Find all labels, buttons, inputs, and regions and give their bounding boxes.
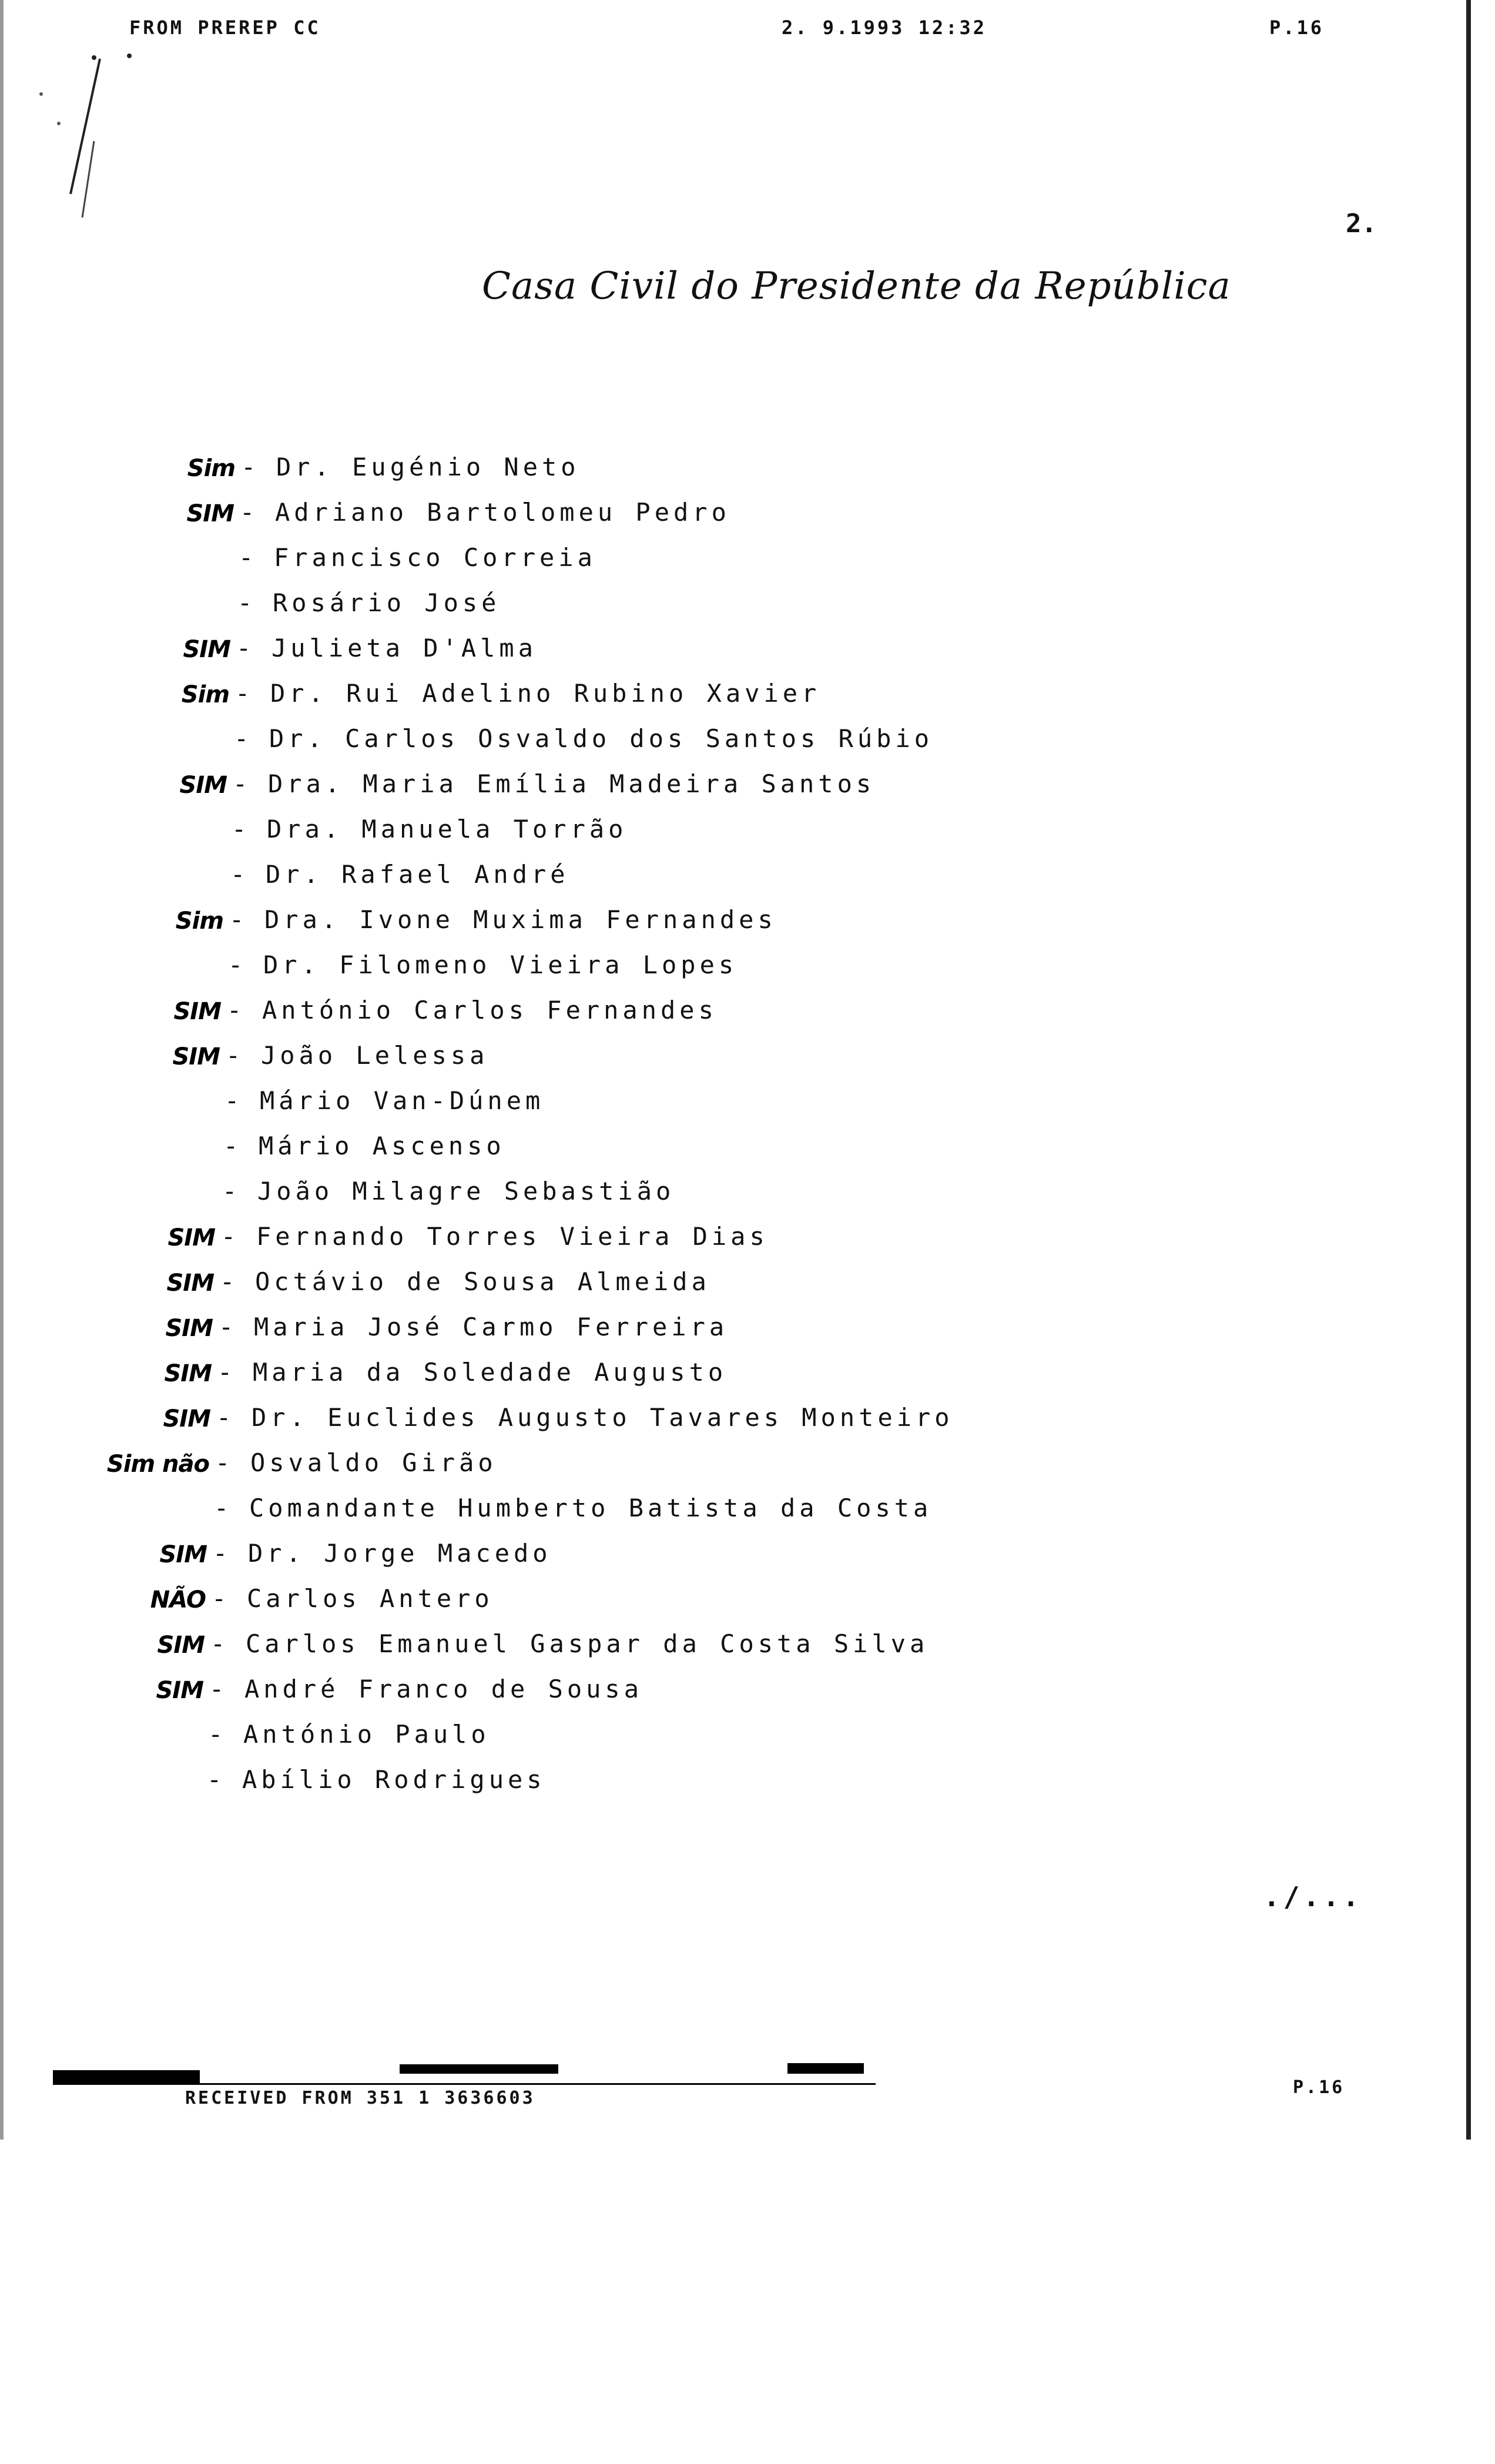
list-item — [82, 1675, 1140, 1720]
handwritten-mark: SIM — [179, 772, 227, 799]
list-dash: - — [232, 815, 247, 843]
person-name: António Carlos Fernandes — [262, 996, 718, 1025]
person-name: Adriano Bartolomeu Pedro — [275, 498, 730, 527]
fax-header-datetime: 2. 9.1993 12:32 — [782, 16, 987, 39]
handwritten-mark: SIM — [172, 1043, 220, 1070]
list-dash: - — [216, 1403, 232, 1432]
list-item — [82, 1267, 1140, 1313]
list-item — [82, 543, 1140, 588]
list-item — [82, 1041, 1140, 1086]
person-name: Rosário José — [273, 588, 501, 617]
handwritten-mark: SIM — [164, 1360, 212, 1387]
person-name: Julieta D'Alma — [271, 634, 538, 662]
person-name: Abílio Rodrigues — [242, 1765, 546, 1794]
person-name: Comandante Humberto Batista da Costa — [249, 1494, 933, 1522]
list-dash: - — [235, 679, 250, 708]
person-name: Francisco Correia — [274, 543, 596, 572]
list-item — [82, 1584, 1140, 1629]
list-dash: - — [222, 1177, 237, 1206]
list-dash: - — [228, 950, 243, 979]
person-name: Dra. Maria Emília Madeira Santos — [268, 769, 876, 798]
person-name: Dr. Carlos Osvaldo dos Santos Rúbio — [269, 724, 934, 753]
list-dash: - — [227, 996, 242, 1025]
list-item — [82, 815, 1140, 860]
handwritten-mark: SIM — [163, 1405, 210, 1432]
handwritten-mark: Sim — [181, 681, 229, 708]
fax-footer-received: RECEIVED FROM 351 1 3636603 — [185, 2088, 535, 2108]
scribble-dot — [92, 55, 96, 60]
person-name: Dr. Rui Adelino Rubino Xavier — [270, 679, 821, 708]
person-name: Maria da Soledade Augusto — [253, 1358, 728, 1387]
list-item — [82, 724, 1140, 769]
scribble-dot — [127, 53, 132, 58]
list-item — [82, 1222, 1140, 1267]
handwritten-mark: SIM — [165, 1315, 213, 1342]
person-name: António Paulo — [243, 1720, 490, 1749]
list-item — [82, 950, 1140, 996]
person-name: Dr. Jorge Macedo — [248, 1539, 552, 1568]
footer-noise-bar — [53, 2070, 200, 2083]
list-dash: - — [240, 498, 255, 527]
list-dash: - — [217, 1358, 233, 1387]
scribble-dot — [57, 122, 61, 125]
person-name: Carlos Antero — [247, 1584, 494, 1613]
list-item — [82, 588, 1140, 634]
person-name: Dr. Eugénio Neto — [276, 453, 580, 481]
handwritten-mark: SIM — [186, 500, 234, 527]
list-dash: - — [220, 1267, 235, 1296]
list-dash: - — [229, 905, 244, 934]
page-number: 2. — [1346, 209, 1377, 239]
person-name: Dr. Filomeno Vieira Lopes — [263, 950, 738, 979]
handwritten-mark: SIM — [183, 636, 230, 663]
name-list — [82, 453, 1140, 1810]
list-dash: - — [210, 1629, 226, 1658]
person-name: Mário Ascenso — [259, 1131, 505, 1160]
person-name: Octávio de Sousa Almeida — [255, 1267, 710, 1296]
list-item — [82, 905, 1140, 950]
list-dash: - — [219, 1313, 234, 1341]
list-dash: - — [207, 1765, 222, 1794]
scan-left-edge — [0, 0, 4, 2140]
list-item — [82, 1494, 1140, 1539]
list-dash: - — [236, 634, 252, 662]
list-item — [82, 1086, 1140, 1131]
footer-noise-bar — [787, 2063, 864, 2074]
handwritten-mark: SIM — [156, 1677, 203, 1704]
continuation-mark: ./... — [1263, 1881, 1363, 1913]
list-item — [82, 498, 1140, 543]
list-item — [82, 1539, 1140, 1584]
scribble-stroke — [71, 59, 100, 194]
list-item — [82, 1765, 1140, 1810]
list-item — [82, 1720, 1140, 1765]
list-item — [82, 1358, 1140, 1403]
scan-right-edge — [1466, 0, 1471, 2140]
letterhead-title: Casa Civil do Presidente da República — [482, 265, 1231, 308]
person-name: Carlos Emanuel Gaspar da Costa Silva — [246, 1629, 929, 1658]
list-dash: - — [234, 724, 249, 753]
list-dash: - — [212, 1584, 227, 1613]
person-name: Osvaldo Girão — [250, 1448, 497, 1477]
list-item — [82, 769, 1140, 815]
person-name: Maria José Carmo Ferreira — [254, 1313, 729, 1341]
fax-header-page: P.16 — [1269, 16, 1325, 39]
list-item — [82, 996, 1140, 1041]
scribble-stroke — [82, 141, 94, 217]
list-dash: - — [237, 588, 253, 617]
person-name: João Lelessa — [261, 1041, 489, 1070]
list-dash: - — [223, 1131, 239, 1160]
list-item — [82, 1131, 1140, 1177]
footer-rule — [53, 2083, 876, 2085]
fax-footer-page: P.16 — [1293, 2077, 1345, 2098]
person-name: João Milagre Sebastião — [257, 1177, 675, 1206]
list-dash: - — [208, 1720, 223, 1749]
list-item — [82, 860, 1140, 905]
fax-header-from: FROM PREREP CC — [129, 16, 321, 39]
footer-noise-bar — [400, 2064, 558, 2074]
list-item — [82, 453, 1140, 498]
list-dash: - — [214, 1494, 229, 1522]
list-dash: - — [241, 453, 256, 481]
list-item — [82, 1313, 1140, 1358]
list-item — [82, 1177, 1140, 1222]
list-dash: - — [209, 1675, 224, 1703]
person-name: Fernando Torres Vieira Dias — [256, 1222, 769, 1251]
list-dash: - — [230, 860, 246, 889]
list-dash: - — [224, 1086, 240, 1115]
handwritten-mark: NÃO — [150, 1586, 206, 1613]
list-dash: - — [221, 1222, 236, 1251]
handwritten-mark: SIM — [173, 998, 221, 1025]
list-item — [82, 1448, 1140, 1494]
list-item — [82, 634, 1140, 679]
margin-scribble — [24, 53, 141, 265]
list-dash: - — [239, 543, 254, 572]
handwritten-mark: Sim não — [106, 1451, 209, 1478]
list-dash: - — [213, 1539, 228, 1568]
list-dash: - — [233, 769, 248, 798]
handwritten-mark: Sim — [187, 455, 235, 482]
list-item — [82, 679, 1140, 724]
handwritten-mark: Sim — [175, 908, 223, 935]
person-name: Mário Van-Dúnem — [260, 1086, 545, 1115]
handwritten-mark: SIM — [157, 1632, 205, 1659]
person-name: Dra. Ivone Muxima Fernandes — [264, 905, 777, 934]
person-name: André Franco de Sousa — [244, 1675, 643, 1703]
list-dash: - — [226, 1041, 241, 1070]
person-name: Dr. Rafael André — [266, 860, 569, 889]
handwritten-mark: SIM — [167, 1224, 215, 1251]
handwritten-mark: SIM — [166, 1270, 214, 1297]
person-name: Dr. Euclides Augusto Tavares Monteiro — [252, 1403, 954, 1432]
scribble-dot — [39, 92, 43, 96]
handwritten-mark: SIM — [159, 1541, 207, 1568]
list-dash: - — [215, 1448, 230, 1477]
list-item — [82, 1629, 1140, 1675]
list-item — [82, 1403, 1140, 1448]
person-name: Dra. Manuela Torrão — [267, 815, 628, 843]
